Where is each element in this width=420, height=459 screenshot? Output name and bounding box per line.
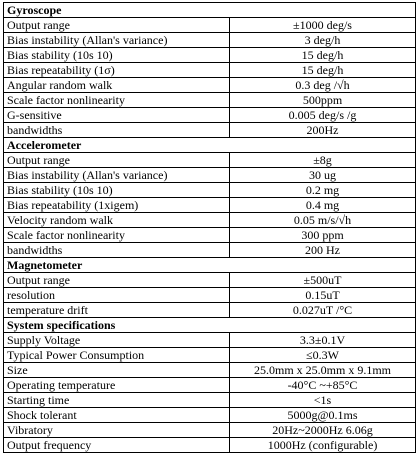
spec-row	[4, 123, 416, 138]
section-title: Gyroscope	[4, 3, 416, 18]
spec-label: Bias instability (Allan's variance)	[4, 33, 230, 48]
spec-row	[4, 108, 416, 123]
spec-label: Shock tolerant	[4, 408, 230, 423]
spec-label: bandwidths	[4, 123, 230, 138]
spec-table-body	[4, 3, 416, 453]
spec-row	[4, 198, 416, 213]
section-title: Magnetometer	[4, 258, 416, 273]
spec-row	[4, 438, 416, 453]
spec-value: 0.3 deg /√h	[230, 78, 416, 93]
spec-row	[4, 63, 416, 78]
spec-row	[4, 168, 416, 183]
spec-row	[4, 423, 416, 438]
spec-value: 500ppm	[230, 93, 416, 108]
spec-row	[4, 333, 416, 348]
section-header-row	[4, 138, 416, 153]
spec-label: Supply Voltage	[4, 333, 230, 348]
spec-label: temperature drift	[4, 303, 230, 318]
spec-label: Bias repeatability (1σ)	[4, 63, 230, 78]
spec-value: 3 deg/h	[230, 33, 416, 48]
spec-label: Bias instability (Allan's variance)	[4, 168, 230, 183]
section-header-row	[4, 3, 416, 18]
spec-value: 30 ug	[230, 168, 416, 183]
spec-label: Scale factor nonlinearity	[4, 93, 230, 108]
spec-row	[4, 378, 416, 393]
spec-value: -40°C ~+85°C	[230, 378, 416, 393]
spec-value: 15 deg/h	[230, 63, 416, 78]
spec-row	[4, 243, 416, 258]
spec-value: 0.4 mg	[230, 198, 416, 213]
spec-row	[4, 153, 416, 168]
spec-value: 300 ppm	[230, 228, 416, 243]
spec-label: Scale factor nonlinearity	[4, 228, 230, 243]
spec-label: G-sensitive	[4, 108, 230, 123]
spec-value: 3.3±0.1V	[230, 333, 416, 348]
spec-row	[4, 48, 416, 63]
spec-row	[4, 363, 416, 378]
spec-value: 200 Hz	[230, 243, 416, 258]
spec-table	[3, 2, 416, 453]
spec-value: ±8g	[230, 153, 416, 168]
spec-row	[4, 228, 416, 243]
section-header-row	[4, 318, 416, 333]
spec-label: Bias stability (10s 10)	[4, 48, 230, 63]
spec-label: Angular random walk	[4, 78, 230, 93]
spec-row	[4, 213, 416, 228]
spec-value: 15 deg/h	[230, 48, 416, 63]
spec-row	[4, 78, 416, 93]
spec-value: 0.2 mg	[230, 183, 416, 198]
spec-value: ≤0.3W	[230, 348, 416, 363]
spec-label: Starting time	[4, 393, 230, 408]
section-header-row	[4, 258, 416, 273]
spec-row	[4, 348, 416, 363]
spec-label: Bias stability (10s 10)	[4, 183, 230, 198]
spec-row	[4, 273, 416, 288]
spec-row	[4, 393, 416, 408]
spec-value: 1000Hz (configurable)	[230, 438, 416, 453]
spec-value: <1s	[230, 393, 416, 408]
spec-row	[4, 18, 416, 33]
spec-label: Operating temperature	[4, 378, 230, 393]
spec-value: 25.0mm x 25.0mm x 9.1mm	[230, 363, 416, 378]
spec-label: Output frequency	[4, 438, 230, 453]
spec-value: 0.15uT	[230, 288, 416, 303]
spec-value: 20Hz~2000Hz 6.06g	[230, 423, 416, 438]
spec-value: 200Hz	[230, 123, 416, 138]
spec-label: Typical Power Consumption	[4, 348, 230, 363]
spec-row	[4, 288, 416, 303]
spec-row	[4, 33, 416, 48]
spec-value: 0.027uT /°C	[230, 303, 416, 318]
spec-value: 0.05 m/s/√h	[230, 213, 416, 228]
spec-label: Bias repeatability (1xigem)	[4, 198, 230, 213]
spec-value: ±500uT	[230, 273, 416, 288]
spec-label: Velocity random walk	[4, 213, 230, 228]
spec-label: Output range	[4, 18, 230, 33]
spec-row	[4, 303, 416, 318]
section-title: Accelerometer	[4, 138, 416, 153]
spec-row	[4, 408, 416, 423]
spec-row	[4, 93, 416, 108]
spec-value: 5000g@0.1ms	[230, 408, 416, 423]
spec-label: bandwidths	[4, 243, 230, 258]
spec-label: resolution	[4, 288, 230, 303]
spec-value: 0.005 deg/s /g	[230, 108, 416, 123]
spec-value: ±1000 deg/s	[230, 18, 416, 33]
spec-label: Vibratory	[4, 423, 230, 438]
spec-label: Output range	[4, 153, 230, 168]
spec-label: Size	[4, 363, 230, 378]
spec-label: Output range	[4, 273, 230, 288]
spec-row	[4, 183, 416, 198]
section-title: System specifications	[4, 318, 416, 333]
